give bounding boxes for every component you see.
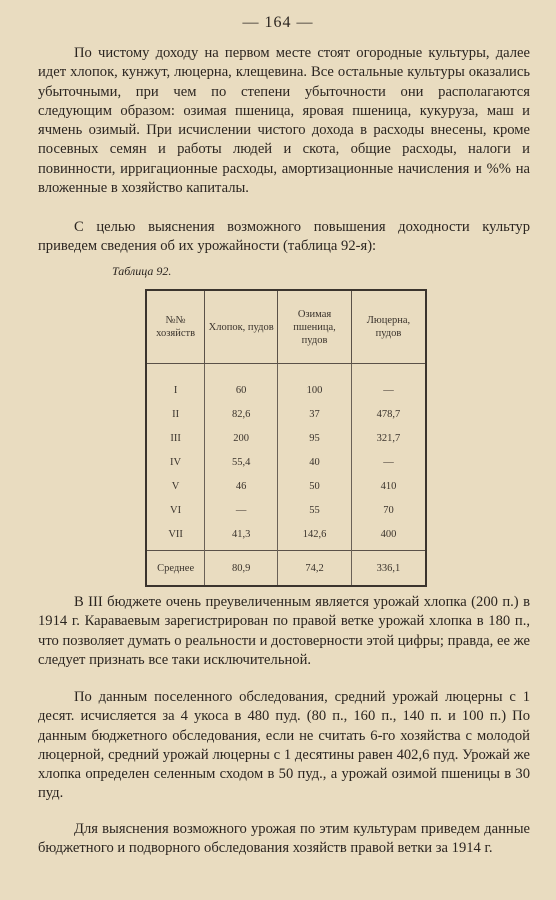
table-row bbox=[146, 402, 426, 426]
cell-cotton: 82,6 bbox=[205, 402, 278, 426]
paragraph-text: Для выяснения возможного урожая по этим культурам приведем данные бюджетного и подворного обследования хозяйств правой ветки за 1914 г. bbox=[38, 821, 530, 857]
cell-cotton: — bbox=[205, 498, 278, 522]
cell-average-label: Среднее bbox=[146, 551, 205, 587]
cell-farm: III bbox=[170, 432, 181, 444]
paragraph-text: С целью выяснения возможного повышения доходности культур приведем сведения об их урожайности (таблица 92-я): bbox=[38, 219, 530, 255]
cell-alfalfa: — bbox=[351, 378, 426, 402]
column-header-farm: №№ хозяйств bbox=[146, 290, 205, 364]
cell-wheat: 55 bbox=[278, 498, 352, 522]
cell-farm: VI bbox=[170, 504, 182, 516]
cell-farm: I bbox=[173, 384, 178, 396]
paragraph-yield-intro bbox=[38, 218, 530, 257]
cell-farm: IV bbox=[170, 456, 182, 468]
cell-average-alfalfa: 336,1 bbox=[351, 551, 426, 587]
cell-average-cotton: 80,9 bbox=[205, 551, 278, 587]
yield-table bbox=[145, 289, 427, 587]
cell-wheat: 95 bbox=[278, 426, 352, 450]
table-header-row bbox=[146, 290, 426, 364]
table-row bbox=[146, 378, 426, 402]
cell-alfalfa: 321,7 bbox=[351, 426, 426, 450]
paragraph-text: По данным поселенного обследования, средний урожай люцерны с 1 десят. исчисляется за 4 укоса в 480 пуд. (80 п., 160 п., 140 п. и 100 п.) По данным бюджетного обследования, если не считать 6-го хозяйства с молодой люцерной, средний урожай люцерны с 1 десятины равен 402,6 пуд. Урожай же хлопка определен селенным сходом в 50 пуд., а урожай озимой пшеницы в 30 пуд. bbox=[38, 689, 530, 802]
cell-cotton: 55,4 bbox=[205, 450, 278, 474]
paragraph-net-income bbox=[38, 44, 530, 198]
cell-wheat: 142,6 bbox=[278, 522, 352, 551]
cell-wheat: 37 bbox=[278, 402, 352, 426]
page-number: — 164 — bbox=[242, 14, 314, 31]
cell-wheat: 100 bbox=[278, 378, 352, 402]
cell-farm: II bbox=[172, 408, 180, 420]
cell-average-wheat: 74,2 bbox=[278, 551, 352, 587]
table-average-row bbox=[146, 551, 426, 587]
column-header-wheat: Озимая пшеница, пудов bbox=[278, 290, 352, 364]
table-spacer bbox=[146, 364, 426, 379]
cell-cotton: 200 bbox=[205, 426, 278, 450]
cell-wheat: 50 bbox=[278, 474, 352, 498]
column-header-cotton: Хлопок, пудов bbox=[205, 290, 278, 364]
cell-alfalfa: 410 bbox=[351, 474, 426, 498]
paragraph-budget-three bbox=[38, 593, 530, 670]
column-header-alfalfa: Люцерна, пудов bbox=[351, 290, 426, 364]
table-row bbox=[146, 474, 426, 498]
cell-cotton: 46 bbox=[205, 474, 278, 498]
cell-alfalfa: — bbox=[351, 450, 426, 474]
paragraph-text: По чистому доходу на первом месте стоят огородные культуры, далее идет хлопок, кунжут, люцерна, клещевина. Все остальные культуры оказались убыточными, при чем по степени убыточности они располагаются следующим образом: озимая пшеница, яровая пшеница, кукуруза, маш и ячмень озимый. При исчислении чистого дохода в расходы внесены, кроме посевных семян и работы людей и скота, общие расходы, налоги и повинности, ирригационные расходы, амортизационные начисления и %% на вложенные в хозяйство капиталы. bbox=[38, 45, 530, 197]
cell-alfalfa: 400 bbox=[351, 522, 426, 551]
cell-farm: V bbox=[171, 480, 180, 492]
paragraph-survey-data bbox=[38, 688, 530, 804]
paragraph-text: В III бюджете очень преувеличенным является урожай хлопка (200 п.) в 1914 г. Караваевым зарегистрирован по правой ветке урожай хлопка в 180 п., что позволяет думать о реальности и достоверности этой цифры; правда, ее же следует признать все таки исключительной. bbox=[38, 594, 530, 668]
cell-alfalfa: 478,7 bbox=[351, 402, 426, 426]
table-caption: Таблица 92. bbox=[112, 264, 172, 278]
table-row bbox=[146, 522, 426, 551]
cell-cotton: 41,3 bbox=[205, 522, 278, 551]
paragraph-possible-yield bbox=[38, 820, 530, 859]
cell-cotton: 60 bbox=[205, 378, 278, 402]
table-row bbox=[146, 450, 426, 474]
table-row bbox=[146, 426, 426, 450]
cell-alfalfa: 70 bbox=[351, 498, 426, 522]
cell-farm: VII bbox=[168, 528, 183, 540]
cell-wheat: 40 bbox=[278, 450, 352, 474]
table-row bbox=[146, 498, 426, 522]
